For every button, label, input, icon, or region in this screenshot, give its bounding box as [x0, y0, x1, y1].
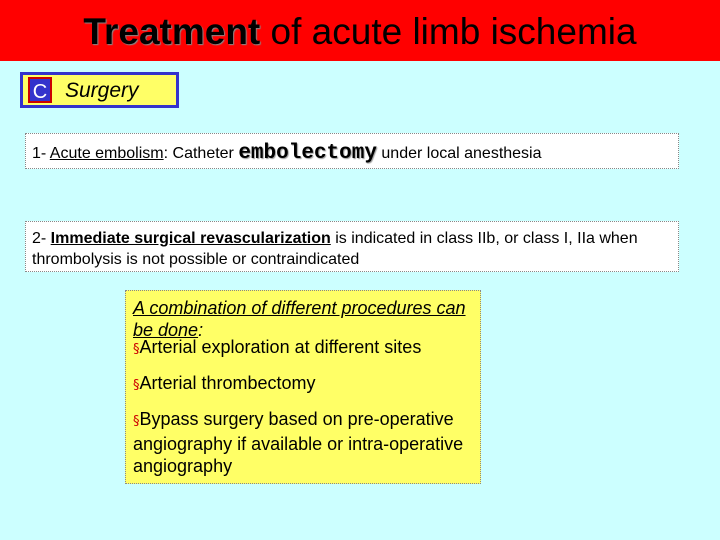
combination-heading: [133, 297, 473, 341]
section-label: Surgery: [65, 79, 139, 102]
bullet-icon: §: [133, 414, 140, 429]
item2-rest: is indicated in class IIb, or class I, IIa when thrombolysis is not possible or contraindicated: [32, 230, 638, 268]
list-item: [133, 336, 473, 361]
combination-heading-text: A combination of different procedures can be done: [133, 298, 466, 340]
list-item: [133, 372, 473, 397]
slide-title: [0, 9, 720, 55]
item1-text: [32, 142, 542, 165]
item2-number: 2-: [32, 230, 51, 247]
title-rest: of acute limb ischemia: [260, 11, 637, 52]
item1-rest: under local anesthesia: [376, 145, 542, 162]
combination-heading-colon: :: [198, 320, 204, 340]
item2-term: Immediate surgical revascularization: [50, 230, 331, 247]
item1-term: Acute embolism: [49, 145, 164, 162]
list-item: [133, 408, 473, 477]
item1-number: 1-: [32, 145, 50, 162]
section-inner: [23, 75, 176, 105]
list-item-text: Arterial exploration at different sites: [139, 337, 422, 357]
bullet-icon: §: [133, 378, 140, 393]
title-bar: [0, 0, 720, 61]
combination-box: [125, 290, 481, 484]
item2-text: [32, 228, 672, 270]
section-letter: C: [28, 77, 52, 103]
list-item-text: Bypass surgery based on pre-operative angiography if available or intra-operative angiography: [133, 409, 464, 476]
item1-big-word: embolectomy: [238, 142, 377, 165]
bullet-icon: §: [133, 342, 140, 357]
item1-colon: : Catheter: [163, 145, 239, 162]
item-acute-embolism: [25, 133, 679, 169]
title-bold-word: Treatment: [83, 11, 261, 52]
section-header: [20, 72, 179, 108]
list-item-text: Arterial thrombectomy: [139, 373, 316, 393]
item-surgical-revascularization: [25, 221, 679, 272]
